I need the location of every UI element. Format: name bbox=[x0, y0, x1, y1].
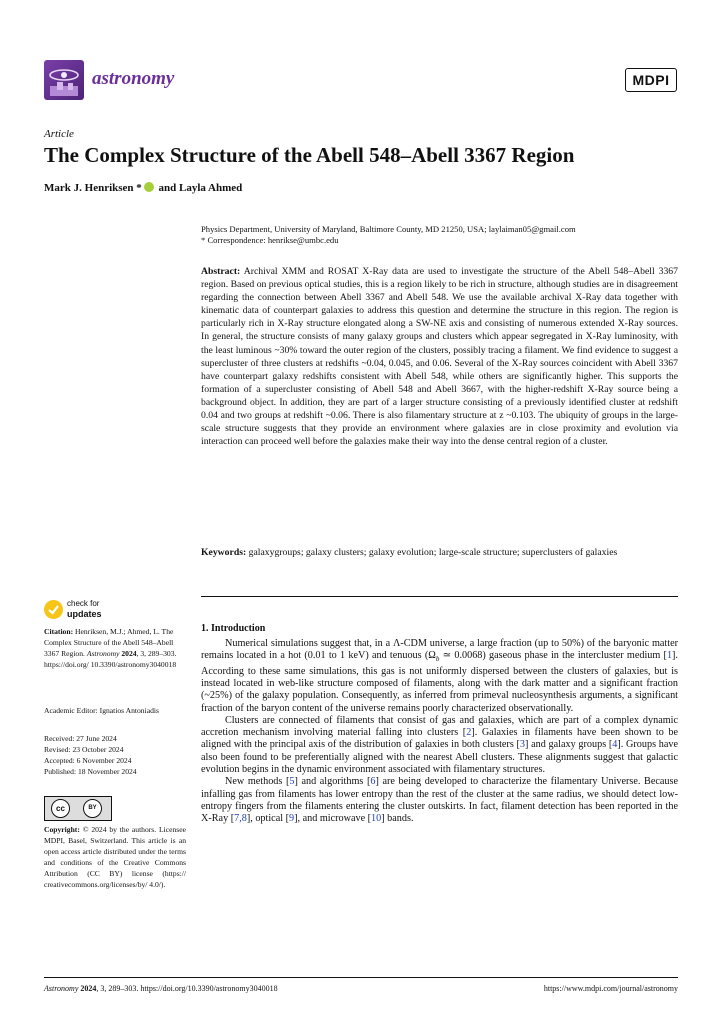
text: Numerical simulations suggest that, in a Λ-CDM universe, a large fraction (up to 50%) of the baryonic matter remains located in a hot (0.01 to 1 keV) and tenuous (Ω bbox=[201, 638, 678, 662]
text: ] and algorithms [ bbox=[294, 776, 371, 788]
journal-name: astronomy bbox=[92, 68, 175, 89]
reference-link[interactable]: 4 bbox=[612, 739, 618, 751]
paragraph bbox=[201, 776, 678, 825]
check-updates-icon bbox=[44, 600, 63, 619]
reference-link[interactable]: 3 bbox=[519, 739, 525, 751]
keywords-label: Keywords: bbox=[201, 547, 247, 558]
subscript: b bbox=[435, 655, 440, 664]
text: ]. Groups have also been found to be preferentially aligned with the nearest Abell clusters. These alignments suggest that galactic evolution begins in the dynamic environment associated with filamentary structures. bbox=[201, 739, 678, 775]
text: ] are being developed to characterize the filamentary Universe. Because infalling gas from filaments has lower entropy than the rest of the cluster at the same radius, we should detect low-entropy fingers from the filaments entering the cluster outskirts. In fact, filament detection has been reported in the X-Ray [ bbox=[201, 776, 679, 825]
text: Clusters are connected of filaments that consist of gas and galaxies, which are part of a complex dynamic accretion mechanism involving material falling into clusters [ bbox=[201, 714, 678, 739]
keywords bbox=[201, 546, 678, 559]
check-updates-text bbox=[67, 599, 102, 619]
text: ] bands. bbox=[381, 813, 414, 825]
abstract-text: Archival XMM and ROSAT X-Ray data are used to investigate the structure of the Abell 548–Abell 3367 region. Based on previous optical studies, this is a region likely to be rich in structure, although studies are in disagreement regarding the connection between Abell 3367 and Abell 548. We use the available archival X-Ray data together with kinematic data of counterpart galaxies to address this question and determine the structure in this region. The region is particularly rich in X-Ray structure elongated along a SW-NE axis and consisting of numerous extended X-Ray sources. In general, the structure consists of many galaxy groups and clusters which appear segregated in X-Ray luminosity, with the least luminous ~30% toward the outer region of the clusters, possibly tracing a filament. We find evidence to suggest a supercluster of three clusters at redshifts ~0.04, 0.045, and 0.06. Several of the X-Ray sources coincident with Abell 3367 have counterpart galaxy redshifts consistent with Abell 548, while others are significantly higher. This supports the formation of a supercluster consisting of Abell 548 and Abell 3667, with the higher-redshift X-Ray source being a background object. In addition, they are part of a larger structure consisting of a previously identified cluster at redshift 0.04 and two groups at redshift ~0.06. There is also filamentary structure at z ~0.103. The ubiquity of groups in the large-scale structure suggests that they provide an environment where galaxies are in close proximity and evolution via interaction can proceed well before the galaxies make their way into the dense central region of a cluster. bbox=[201, 266, 679, 448]
date-received: Received: 27 June 2024 bbox=[44, 734, 117, 743]
check-line-1: check for bbox=[67, 599, 100, 608]
footer-year: 2024 bbox=[78, 984, 97, 993]
copyright-label: Copyright: bbox=[44, 825, 80, 834]
dates bbox=[44, 733, 186, 777]
cc-by-license-badge[interactable] bbox=[44, 796, 112, 821]
citation-journal: Astronomy bbox=[86, 649, 120, 659]
text: ≃ 0.0068) gaseous phase in the intercluster medium [ bbox=[439, 650, 667, 662]
reference-link[interactable]: 7,8 bbox=[234, 813, 247, 825]
footer-citation bbox=[44, 984, 278, 993]
reference-link[interactable]: 10 bbox=[371, 813, 382, 825]
author-ahmed: and Layla Ahmed bbox=[155, 182, 243, 194]
footer-divider bbox=[44, 977, 678, 978]
reference-link[interactable]: 2 bbox=[466, 727, 472, 739]
abstract bbox=[201, 265, 678, 448]
orcid-icon[interactable] bbox=[144, 182, 154, 192]
academic-editor: Academic Editor: Ignatios Antoniadis bbox=[44, 706, 159, 715]
text: ], and microwave [ bbox=[294, 813, 372, 825]
by-icon: BY bbox=[83, 799, 102, 818]
text: ]. Galaxies in filaments have been shown to be aligned with the principal axis of the distribution of galaxies in both clusters [ bbox=[201, 727, 678, 751]
text: New methods [ bbox=[225, 776, 290, 788]
reference-link[interactable]: 5 bbox=[289, 776, 295, 788]
introduction-body bbox=[201, 638, 678, 825]
citation-block bbox=[44, 626, 186, 670]
correspondence: * Correspondence: henrikse@umbc.edu bbox=[201, 235, 339, 245]
abstract-label: Abstract: bbox=[201, 266, 241, 277]
article-type: Article bbox=[44, 128, 74, 140]
paragraph bbox=[201, 715, 678, 776]
citation-year: 2024 bbox=[119, 649, 137, 659]
footer-url[interactable]: https://www.mdpi.com/journal/astronomy bbox=[543, 984, 678, 993]
journal-logo-image bbox=[44, 60, 84, 100]
citation-text: Henriksen, M.J.; Ahmed, L. The Complex Structure of the Abell 548–Abell 3367 Region. bbox=[44, 627, 174, 659]
copyright-text: © 2024 by the authors. Licensee MDPI, Basel, Switzerland. This article is an open access article distributed under the terms and conditions of the Creative Commons Attribution (CC BY) license (https:// creativecommons.org/licenses/by/ 4.0/). bbox=[44, 825, 186, 890]
text: ] and galaxy groups [ bbox=[525, 739, 613, 751]
cc-icon: cc bbox=[51, 799, 70, 818]
author-henriksen: Mark J. Henriksen * bbox=[44, 182, 142, 194]
section-divider bbox=[201, 596, 678, 597]
reference-link[interactable]: 6 bbox=[370, 776, 376, 788]
paragraph bbox=[201, 638, 678, 715]
date-published: Published: 18 November 2024 bbox=[44, 767, 137, 777]
authors bbox=[44, 182, 242, 194]
date-accepted: Accepted: 6 November 2024 bbox=[44, 756, 132, 766]
article-title: The Complex Structure of the Abell 548–Abell 3367 Region bbox=[44, 143, 575, 167]
citation-label: Citation: bbox=[44, 627, 74, 636]
text: ], optical [ bbox=[246, 813, 289, 825]
keywords-text: galaxygroups; galaxy clusters; galaxy evolution; large-scale structure; superclusters of galaxies bbox=[246, 547, 618, 558]
text: ]. According to these same simulations, this gas is not uniformly dispersed between the clusters of galaxies, but is instead located in web-like structure composed of filaments, along with the dark matter and a significant fraction (~25%) of the galaxy population. Consequently, as inferred from primeval nucleosynthesis arguments, a significant fraction of the baryon content of the universe remains poorly characterized observationally. bbox=[201, 650, 678, 714]
affiliations bbox=[201, 224, 681, 246]
footer-doi[interactable]: , 3, 289–303. https://doi.org/10.3390/astronomy3040018 bbox=[96, 984, 278, 993]
citation-doi[interactable]: , 3, 289–303. https://doi.org/ 10.3390/astronomy3040018 bbox=[44, 649, 177, 670]
date-revised: Revised: 23 October 2024 bbox=[44, 745, 124, 755]
check-for-updates-badge[interactable] bbox=[44, 598, 184, 620]
reference-link[interactable]: 9 bbox=[289, 813, 295, 825]
reference-link[interactable]: 1 bbox=[666, 650, 673, 662]
affiliation: Physics Department, University of Maryland, Baltimore County, MD 21250, USA; laylaiman05@gmail.com bbox=[201, 224, 576, 234]
journal-logo bbox=[44, 60, 84, 100]
footer-journal: Astronomy bbox=[44, 984, 79, 993]
publisher-logo: MDPI bbox=[625, 68, 677, 92]
copyright bbox=[44, 824, 186, 891]
check-line-2: updates bbox=[67, 609, 102, 619]
section-heading: 1. Introduction bbox=[201, 623, 266, 634]
